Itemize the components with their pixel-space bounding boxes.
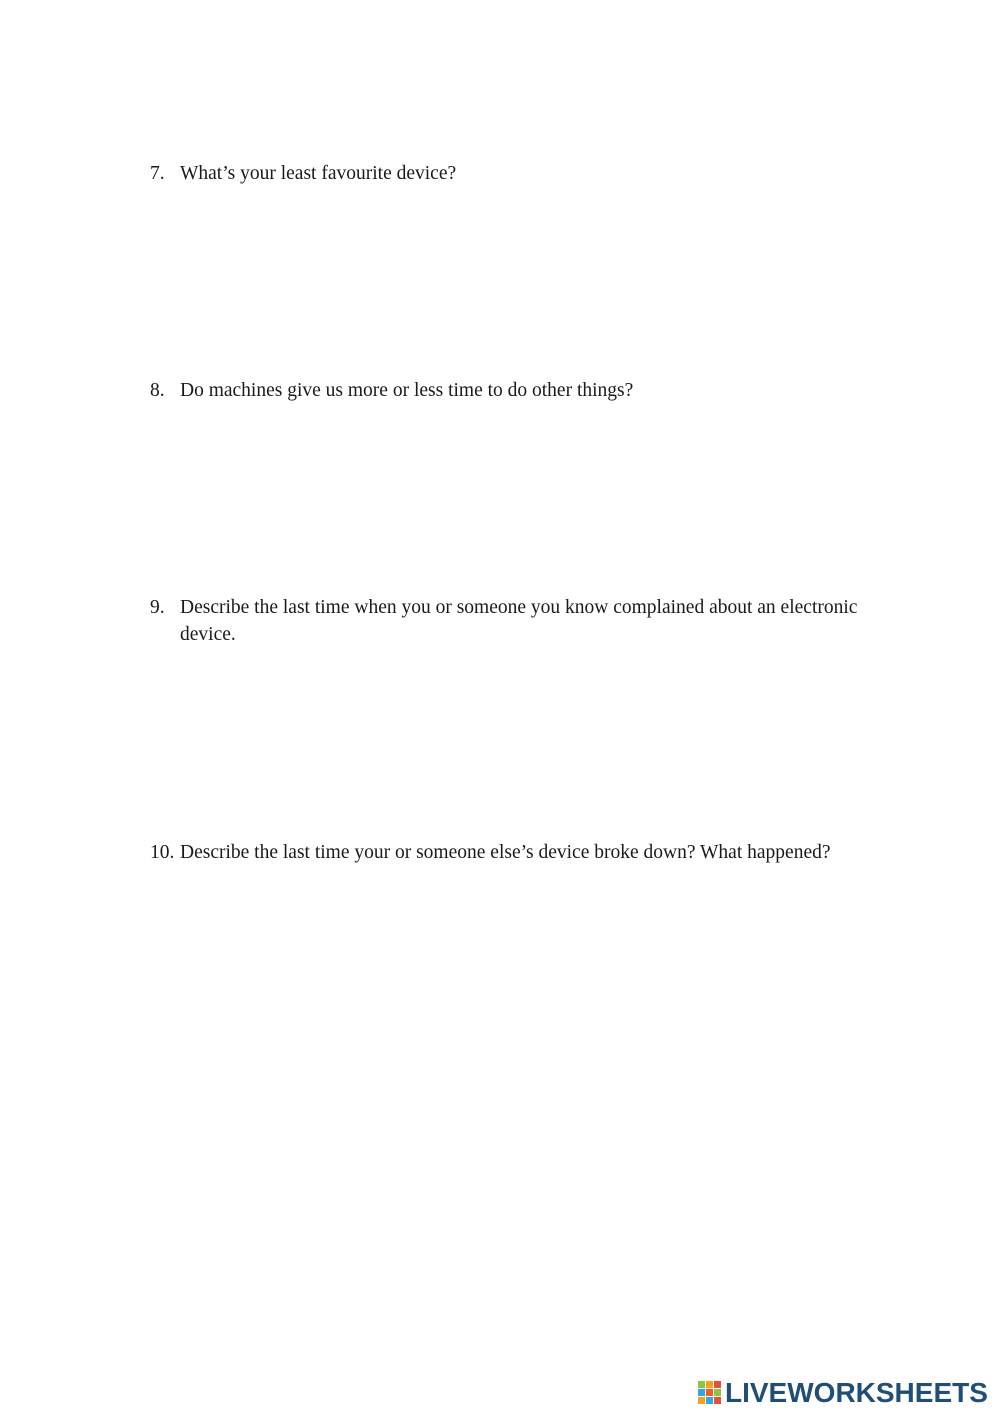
- question-number: 7.: [150, 163, 165, 184]
- liveworksheets-logo-icon: [698, 1381, 722, 1405]
- question-text: Do machines give us more or less time to do other things?: [180, 380, 634, 401]
- liveworksheets-logo: [698, 1378, 988, 1408]
- question-text: What’s your least favourite device?: [180, 163, 457, 184]
- question-8: [150, 377, 890, 404]
- question-text: Describe the last time when you or someone you know complained about an electronic device.: [180, 597, 858, 645]
- question-number: 9.: [150, 597, 165, 618]
- question-7: [150, 160, 890, 187]
- liveworksheets-logo-text: LIVEWORKSHEETS: [725, 1377, 988, 1408]
- question-text: Describe the last time your or someone else’s device broke down? What happened?: [180, 842, 831, 863]
- question-10: [150, 839, 890, 866]
- question-number: 8.: [150, 380, 165, 401]
- question-9: [150, 594, 890, 648]
- question-number: 10.: [150, 842, 175, 863]
